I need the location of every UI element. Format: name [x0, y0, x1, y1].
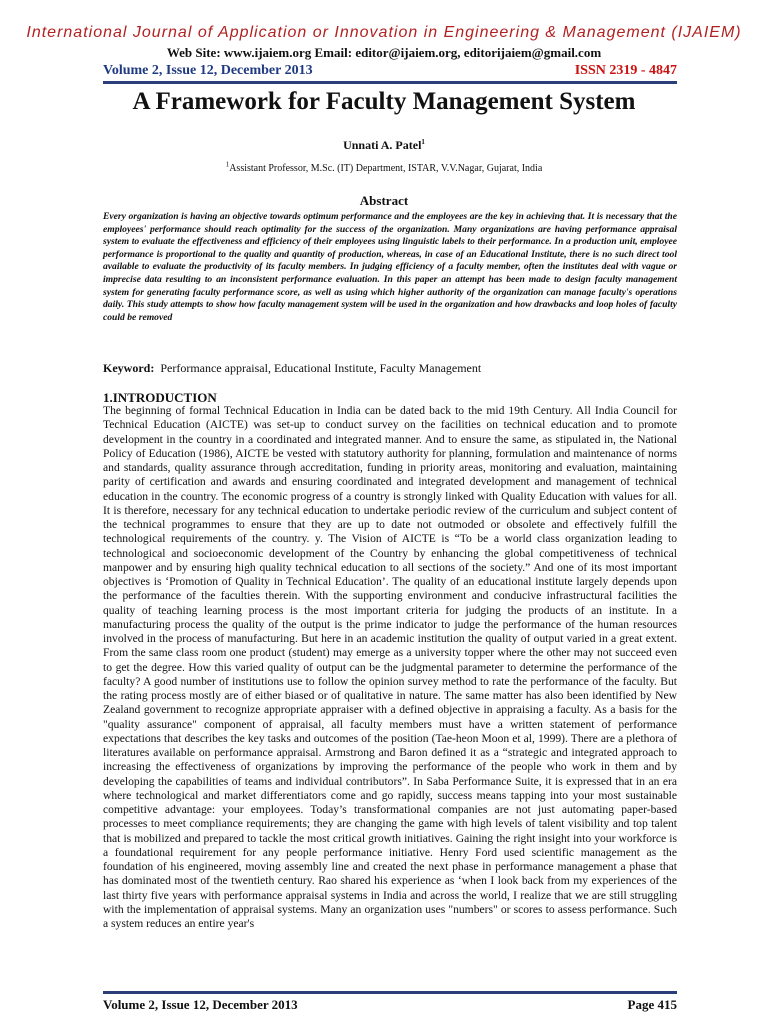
- author-superscript: 1: [421, 138, 425, 146]
- journal-title: International Journal of Application or Innovation in Engineering & Management (IJAIEM): [26, 24, 742, 41]
- keyword-line: [103, 361, 677, 376]
- introduction-paragraph: The beginning of formal Technical Education in India can be dated back to the mid 19th Century. All India Council for Technical Education (AICTE) was set-up to conduct survey on the facilities on technical education and to promote development in the country in a coordinated and integrated manner. And to ensure the same, as stipulated in, the National Policy of Education (1986), AICTE be vested with statutory authority for planning, formulation and maintenance of norms and standards, quality assurance through accreditation, funding in priority areas, monitoring and evaluation, maintaining parity of certification and awards and ensuring coordinated and integrated development and management of technical education in the country. The economic progress of a country is strongly linked with Quality Education with values for all. It is therefore, necessary for any technical education to undertake periodic review of the curriculum and subject content of the technical programmes to ensure that they are up to date not outmoded or obsolete and effectively fulfill the technological requirements of the country. y. The Vision of AICTE is “To be a world class organization leading to technological and socioeconomic development of the Country by enhancing the global competitiveness of technical manpower and by ensuring high quality technical education to all sections of the society.” And one of its most important objectives is ‘Promotion of Quality in Technical Education’. The quality of an educational institute largely depends upon the performance of the faculties therein. With the supporting environment and conducive infrastructural facilities the quality of teaching learning process is the most important criteria for judging the products of an institute. In a manufacturing process the quality of the output is the prime indicator to judge the performance of the human resources involved in the process of manufacturing. But here in an academic institution the quality of output varied in a great extent. From the same class room one product (student) may emerge as a university topper where the other may not succeed even to get the degree. How this varied quality of output can be the judgmental parameter to determine the performance of the faculty? A good number of institutions use to follow the opinion survey method to rate the performance of the faculty. But the rating process mostly are of either biased or of qualitative in nature. The same matter has also been identified by New Zealand government to recognize appropriate appraiser with a defined objective in appraising a faculty. As a basis for the "quality assurance" component of appraisal, all faculty members must have a written statement of performance expectations that describes the key tasks and outcomes of the position (Tae-heon Moon et al, 1999). There are a plethora of literatures available on performance appraisal. Armstrong and Baron defined it as a “strategic and integrated approach to increasing the effectiveness of organizations by improving the performance of the people who work in them and by developing the capabilities of teams and individual contributors”. In Saba Performance Suite, it is expressed that in an era where technological and market differentiators come and go rapidly, success means tapping into your most sustainable competitive advantage: your employees. Today’s transformational companies are not just automating paper-based processes to meet compliance requirements; they are changing the game with high levels of talent visibility and top talent that is mobilized and prepared to tackle the most critical growth initiatives. Gaining the right insight into your workforce is a foundational requirement for any people performance initiative. Henry Ford used scientific management as the foundation of his engineered, moving assembly line and created the next phase in performance management a phase that has dominated most of the twentieth century. Rao shared his experience as ‘when I look back from my experiences of the last thirty five years with performance appraisal systems in India and across the world, I realize that we are still struggling with the implementation of appraisal systems. Many an organization uses "numbers" or scores to assess performance. Such a system reduces an entire year's: [103, 404, 677, 930]
- affiliation-line: [0, 160, 768, 174]
- footer-page-number: Page 415: [627, 997, 677, 1012]
- abstract-text: Every organization is having an objective towards optimum performance and the employees are the key in achieving that. It is necessary that the employees' performance should reach optimality for the success of the organization. Many organizations are having performance appraisal system to evaluate the effectiveness and efficiency of their employees using linguistic labels to their performance. In a production unit, employee performance is proportional to the quality and quantity of production, whereas, in case of an Educational Institute, there is no such direct tool available to evaluate the productivity of its faculty members. In judging efficiency of a faculty member, often the institutes deal with vague or imprecise data resulting to an inconsistent performance evaluation. In this paper an attempt has been made to design faculty management system for generating faculty performance score, as well as using which higher authority of the organization can manage faculty's operations daily. This study attempts to show how faculty management system will be used in the organization and how drawbacks and loop holes of faculty could be removed: [103, 211, 677, 323]
- footer-volume: Volume 2, Issue 12, December 2013: [103, 997, 298, 1012]
- header-issn: ISSN 2319 - 4847: [574, 63, 677, 78]
- keyword-label: Keyword:: [103, 361, 155, 375]
- affiliation-superscript: 1: [225, 160, 230, 169]
- paper-title: A Framework for Faculty Management System: [132, 88, 636, 115]
- abstract-heading: Abstract: [359, 193, 409, 208]
- author-line: [0, 138, 768, 153]
- journal-website-line: Web Site: www.ijaiem.org Email: editor@ijaiem.org, editorijaiem@gmail.com: [166, 45, 602, 60]
- introduction-body: [103, 404, 677, 990]
- keyword-text: Performance appraisal, Educational Institute, Faculty Management: [160, 361, 482, 375]
- volume-issn-bar: [103, 63, 677, 84]
- footer-rule: [103, 991, 677, 994]
- section-heading-introduction: 1.INTRODUCTION: [103, 390, 217, 405]
- affiliation-text: Assistant Professor, M.Sc. (IT) Department, ISTAR, V.V.Nagar, Gujarat, India: [229, 163, 543, 174]
- author-name: Unnati A. Patel: [343, 138, 422, 152]
- header-volume: Volume 2, Issue 12, December 2013: [103, 63, 313, 78]
